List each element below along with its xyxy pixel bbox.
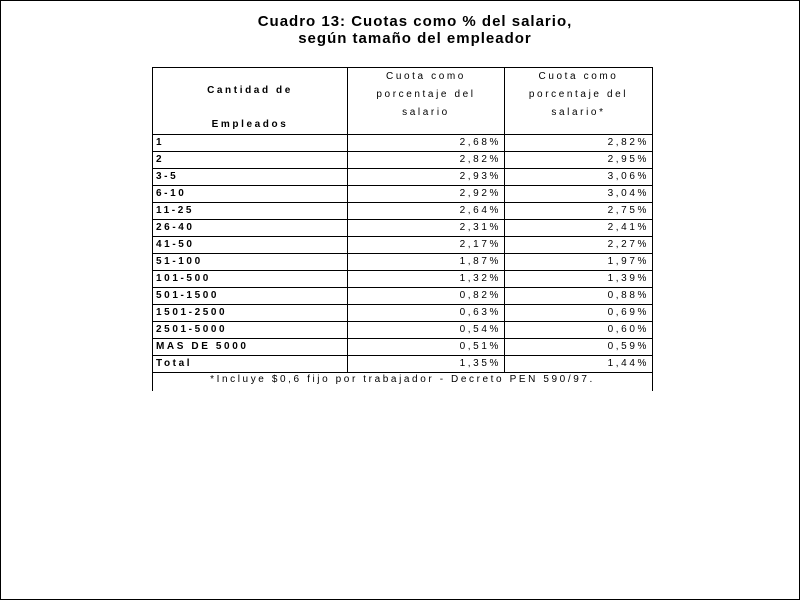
table-row bbox=[153, 288, 653, 305]
row-value-cuota: 1,32% bbox=[348, 271, 505, 288]
table-row bbox=[153, 339, 653, 356]
table-row bbox=[153, 356, 653, 373]
row-value-cuota: 2,93% bbox=[348, 169, 505, 186]
row-label-cantidad: 1 bbox=[153, 135, 348, 152]
row-value-cuota: 0,54% bbox=[348, 322, 505, 339]
table-row bbox=[153, 135, 653, 152]
header-col2-line3: salario bbox=[402, 107, 450, 118]
row-value-cuota: 0,82% bbox=[348, 288, 505, 305]
table-row bbox=[153, 169, 653, 186]
header-col2-line1: Cuota como bbox=[386, 71, 466, 82]
row-value-cuota: 0,51% bbox=[348, 339, 505, 356]
quota-table bbox=[152, 67, 653, 391]
footnote-row bbox=[153, 373, 653, 392]
row-value-cuota: 2,68% bbox=[348, 135, 505, 152]
row-label-cantidad: 2501-5000 bbox=[153, 322, 348, 339]
table-row bbox=[153, 186, 653, 203]
table-row bbox=[153, 305, 653, 322]
header-cuota-salario-fijo bbox=[505, 68, 653, 135]
row-label-cantidad: 2 bbox=[153, 152, 348, 169]
table-header-row bbox=[153, 68, 653, 135]
title-line-1: Cuadro 13: Cuotas como % del salario, bbox=[257, 13, 573, 30]
row-value-cuota-fijo: 2,95% bbox=[505, 152, 653, 169]
row-label-cantidad: 3-5 bbox=[153, 169, 348, 186]
row-label-cantidad: 26-40 bbox=[153, 220, 348, 237]
header-col3-line2: porcentaje del bbox=[528, 89, 629, 100]
row-label-cantidad: 6-10 bbox=[153, 186, 348, 203]
table-row bbox=[153, 220, 653, 237]
header-col2-line2: porcentaje del bbox=[376, 89, 476, 100]
row-label-cantidad: MAS DE 5000 bbox=[153, 339, 348, 356]
table-footnote: *Incluye $0,6 fijo por trabajador - Decreto PEN 590/97. bbox=[153, 373, 653, 392]
row-value-cuota-fijo: 2,41% bbox=[505, 220, 653, 237]
table-row bbox=[153, 152, 653, 169]
row-value-cuota-fijo: 2,82% bbox=[505, 135, 653, 152]
row-label-cantidad: 1501-2500 bbox=[153, 305, 348, 322]
row-label-cantidad: 501-1500 bbox=[153, 288, 348, 305]
row-value-cuota: 2,64% bbox=[348, 203, 505, 220]
header-col3-line3: salario* bbox=[551, 107, 606, 118]
table-row bbox=[153, 203, 653, 220]
header-col1-line1: Cantidad de bbox=[207, 85, 293, 96]
row-label-cantidad: 11-25 bbox=[153, 203, 348, 220]
row-label-cantidad: 41-50 bbox=[153, 237, 348, 254]
title-line-2: según tamaño del empleador bbox=[298, 30, 532, 47]
row-label-cantidad: Total bbox=[153, 356, 348, 373]
row-value-cuota: 1,87% bbox=[348, 254, 505, 271]
row-label-cantidad: 51-100 bbox=[153, 254, 348, 271]
row-value-cuota: 2,17% bbox=[348, 237, 505, 254]
row-value-cuota-fijo: 1,44% bbox=[505, 356, 653, 373]
row-value-cuota-fijo: 3,06% bbox=[505, 169, 653, 186]
row-value-cuota-fijo: 0,59% bbox=[505, 339, 653, 356]
row-value-cuota: 0,63% bbox=[348, 305, 505, 322]
page-title bbox=[0, 13, 800, 47]
row-value-cuota-fijo: 0,69% bbox=[505, 305, 653, 322]
row-value-cuota: 2,31% bbox=[348, 220, 505, 237]
row-value-cuota-fijo: 0,60% bbox=[505, 322, 653, 339]
table-row bbox=[153, 322, 653, 339]
row-value-cuota: 2,92% bbox=[348, 186, 505, 203]
table-row bbox=[153, 254, 653, 271]
table-row bbox=[153, 271, 653, 288]
row-value-cuota: 1,35% bbox=[348, 356, 505, 373]
row-value-cuota-fijo: 2,27% bbox=[505, 237, 653, 254]
row-value-cuota-fijo: 2,75% bbox=[505, 203, 653, 220]
row-label-cantidad: 101-500 bbox=[153, 271, 348, 288]
header-col1-line2: Empleados bbox=[211, 119, 289, 130]
header-cuota-salario bbox=[348, 68, 505, 135]
header-cantidad-empleados bbox=[153, 68, 348, 135]
table-row bbox=[153, 237, 653, 254]
row-value-cuota-fijo: 0,88% bbox=[505, 288, 653, 305]
row-value-cuota-fijo: 1,97% bbox=[505, 254, 653, 271]
row-value-cuota-fijo: 3,04% bbox=[505, 186, 653, 203]
header-col3-line1: Cuota como bbox=[538, 71, 619, 82]
row-value-cuota: 2,82% bbox=[348, 152, 505, 169]
row-value-cuota-fijo: 1,39% bbox=[505, 271, 653, 288]
